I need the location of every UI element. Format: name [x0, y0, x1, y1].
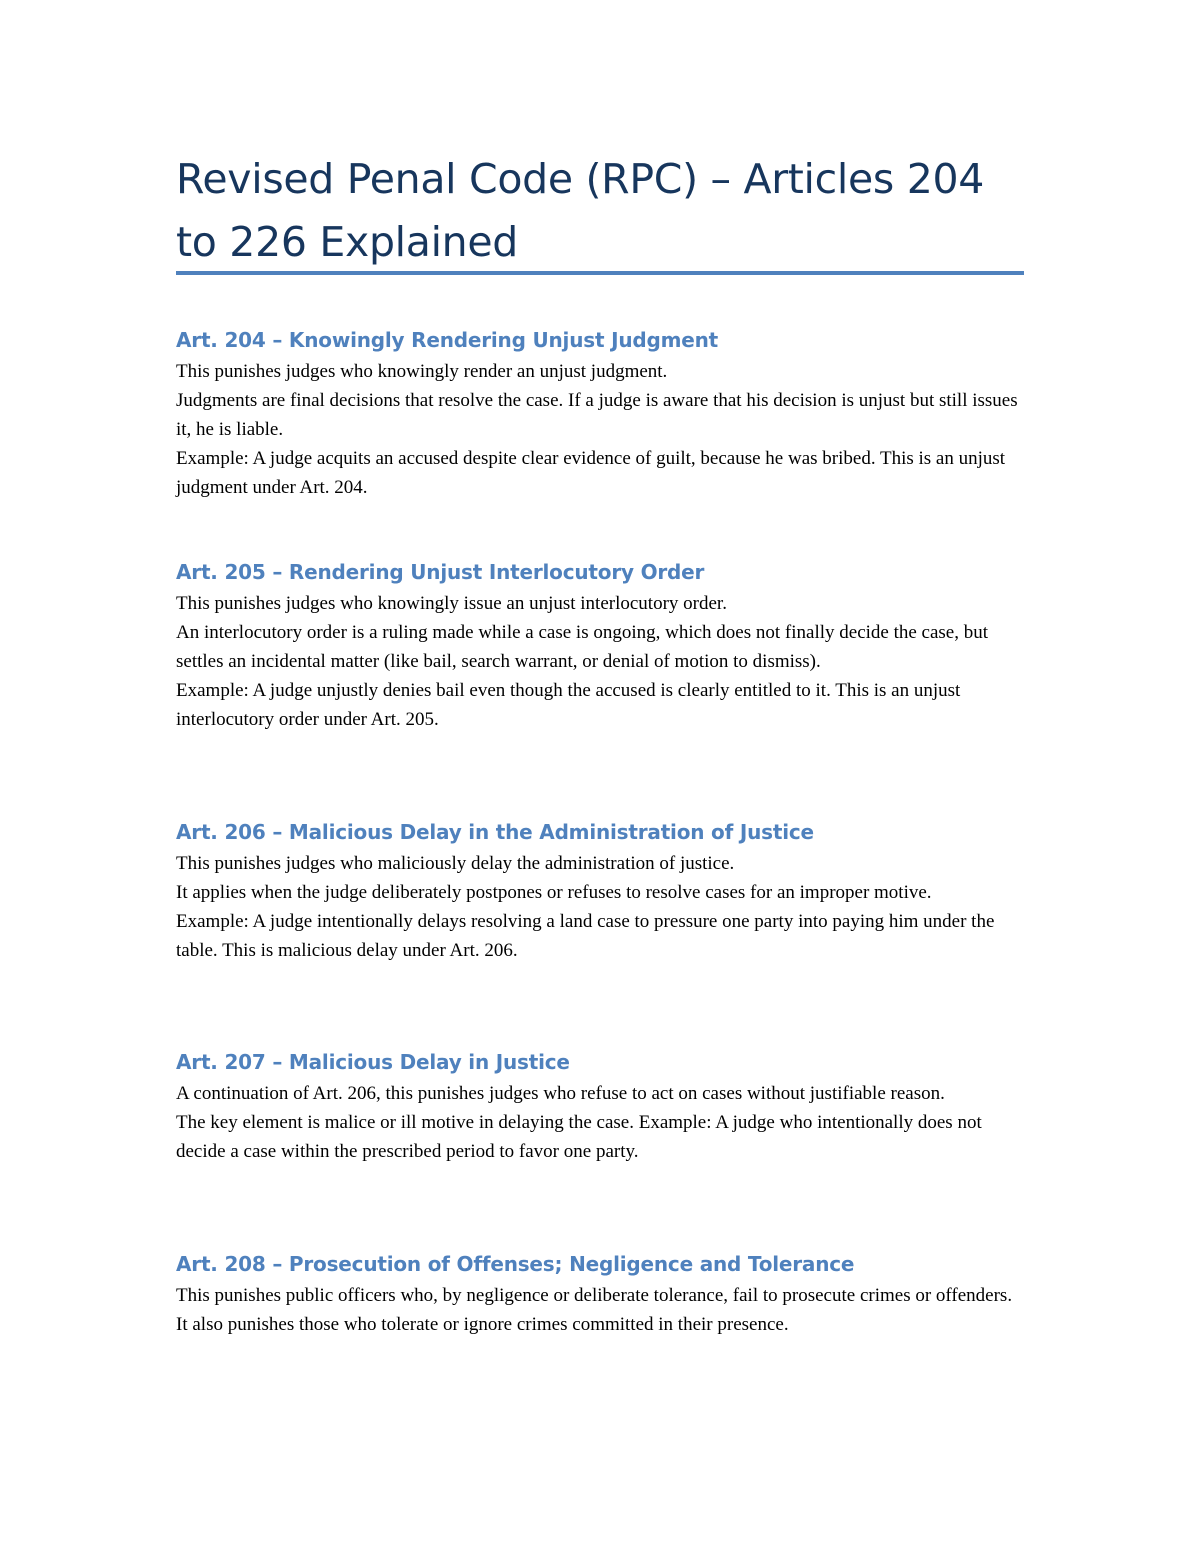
article-204-line-1: This punishes judges who knowingly render an unjust judgment. [176, 361, 668, 382]
title-underline-divider [176, 271, 1024, 275]
article-207-section [176, 1047, 1036, 1166]
article-206-body [176, 849, 1036, 965]
article-208-line-2: It also punishes those who tolerate or ignore crimes committed in their presence. [176, 1314, 789, 1335]
article-205-body [176, 589, 1036, 734]
article-204-section [176, 325, 1036, 502]
article-205-line-3: Example: A judge unjustly denies bail even though the accused is clearly entitled to it. This is an unjust interlocutory order under Art. 205. [176, 680, 961, 730]
article-206-section [176, 817, 1036, 965]
article-205-line-2: An interlocutory order is a ruling made while a case is ongoing, which does not finally decide the case, but settles an incidental matter (like bail, search warrant, or denial of motion to dismiss). [176, 622, 989, 672]
article-205-section [176, 557, 1036, 734]
article-205-line-1: This punishes judges who knowingly issue an unjust interlocutory order. [176, 593, 727, 614]
document-title: Revised Penal Code (RPC) – Articles 204 to 226 Explained [176, 155, 985, 266]
article-207-line-2: The key element is malice or ill motive in delaying the case. Example: A judge who intentionally does not decide a case within the prescribed period to favor one party. [176, 1112, 982, 1162]
article-207-line-1: A continuation of Art. 206, this punishes judges who refuse to act on cases without justifiable reason. [176, 1083, 945, 1104]
article-206-heading: Art. 206 – Malicious Delay in the Administration of Justice [176, 820, 814, 844]
article-208-heading: Art. 208 – Prosecution of Offenses; Negligence and Tolerance [176, 1252, 855, 1276]
article-204-body [176, 357, 1036, 502]
article-206-line-3: Example: A judge intentionally delays resolving a land case to pressure one party into paying him under the table. This is malicious delay under Art. 206. [176, 911, 995, 961]
article-207-heading: Art. 207 – Malicious Delay in Justice [176, 1050, 570, 1074]
article-206-line-2: It applies when the judge deliberately postpones or refuses to resolve cases for an improper motive. [176, 882, 932, 903]
article-207-body [176, 1079, 1036, 1166]
article-205-heading: Art. 205 – Rendering Unjust Interlocutory Order [176, 560, 705, 584]
article-208-line-1: This punishes public officers who, by negligence or deliberate tolerance, fail to prosecute crimes or offenders. [176, 1285, 1013, 1306]
article-208-body [176, 1281, 1036, 1339]
article-206-line-1: This punishes judges who maliciously delay the administration of justice. [176, 853, 735, 874]
article-204-line-2: Judgments are final decisions that resolve the case. If a judge is aware that his decision is unjust but still issues it, he is liable. [176, 390, 1018, 440]
article-204-line-3: Example: A judge acquits an accused despite clear evidence of guilt, because he was bribed. This is an unjust judgment under Art. 204. [176, 448, 1006, 498]
article-208-section [176, 1249, 1036, 1339]
article-204-heading: Art. 204 – Knowingly Rendering Unjust Judgment [176, 328, 718, 352]
